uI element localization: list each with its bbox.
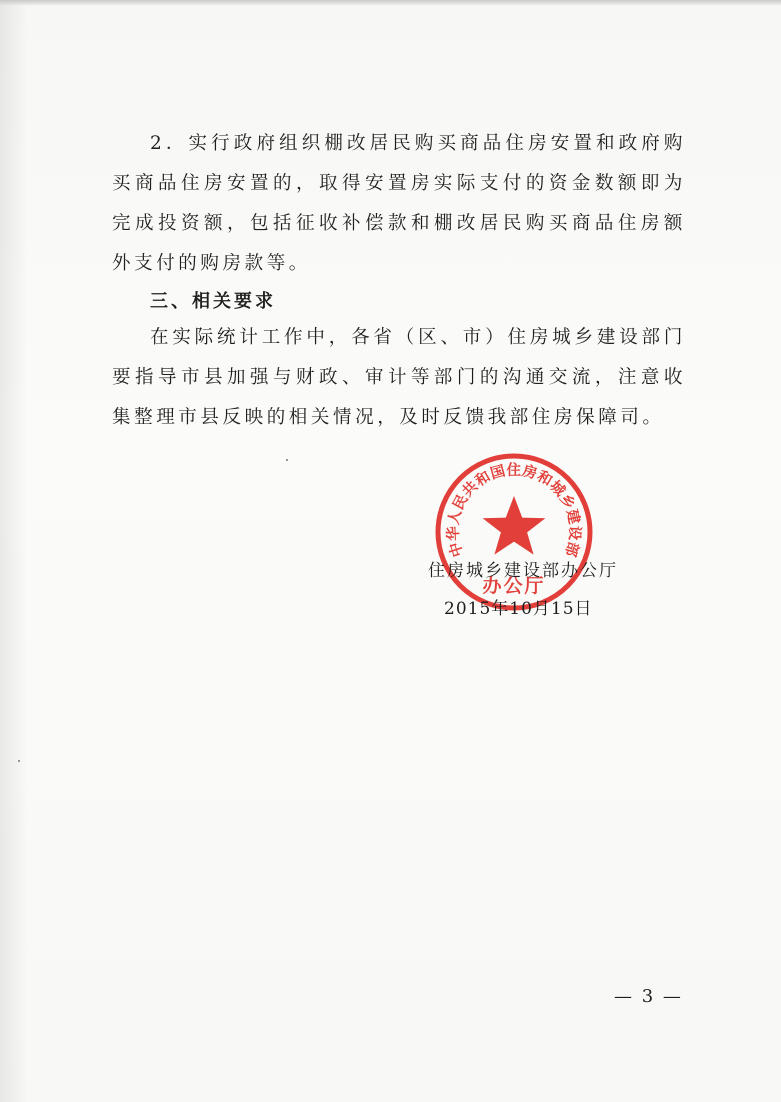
scan-left-edge	[0, 0, 28, 1102]
paragraph-item-2: 2．实行政府组织棚改居民购买商品住房安置和政府购买商品住房安置的，取得安置房实际支付的资金数额即为完成投资额，包括征收补偿款和棚改居民购买商品住房额外支付的购房款等。	[112, 133, 686, 274]
paragraph-requirements: 在实际统计工作中，各省（区、市）住房城乡建设部门要指导市县加强与财政、审计等部门的沟通交流，注意收集整理市县反映的相关情况，及时反馈我部住房保障司。	[112, 327, 686, 428]
scan-top-shadow	[0, 0, 781, 6]
issuer-signature: 住房城乡建设部办公厅	[428, 561, 618, 581]
seal-center-text: 办公厅	[482, 575, 546, 597]
scan-speck	[286, 459, 288, 461]
scan-speck	[18, 760, 20, 762]
section-heading-requirements: 三、相关要求	[150, 291, 276, 312]
page-number: — 3 —	[614, 986, 683, 1007]
seal-ring-text: 中华人民共和国住房和城乡建设部	[445, 462, 583, 559]
official-seal	[434, 452, 594, 612]
issue-date: 2015年10月15日	[444, 599, 593, 619]
seal-star-icon	[483, 496, 546, 555]
